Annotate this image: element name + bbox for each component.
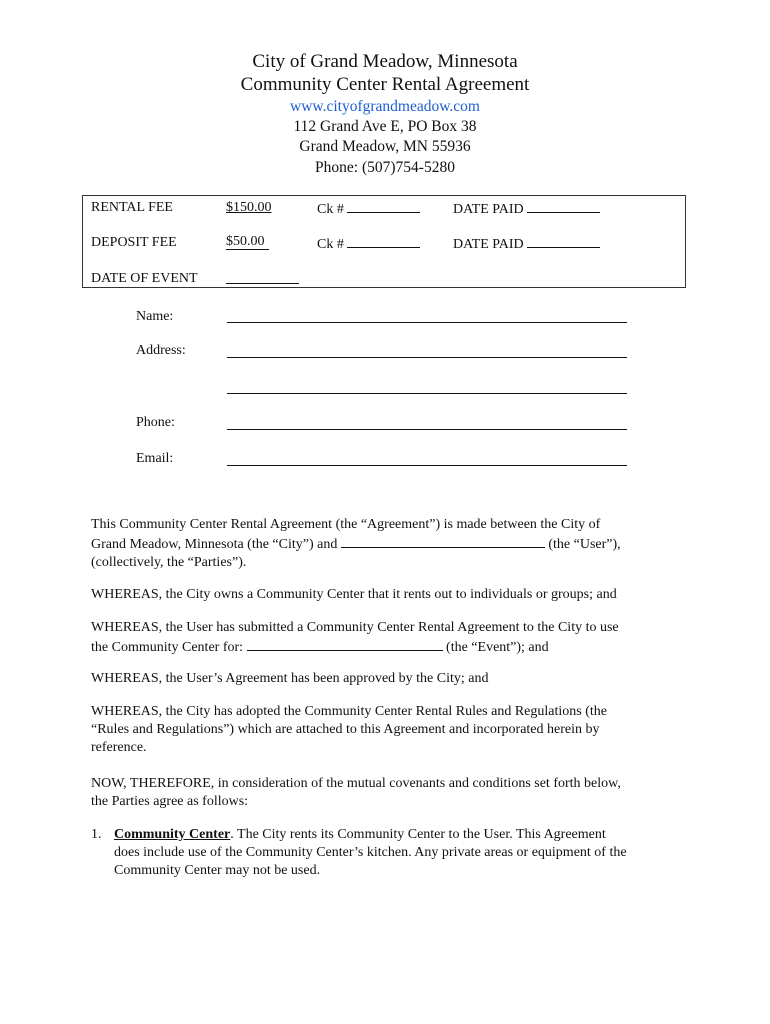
whereas-3: WHEREAS, the User’s Agreement has been approved by the City; and xyxy=(91,671,489,686)
whereas-1: WHEREAS, the City owns a Community Center that it rents out to individuals or groups; and xyxy=(91,587,617,602)
city-title: City of Grand Meadow, Minnesota xyxy=(252,51,518,72)
user-name-blank[interactable] xyxy=(341,534,545,548)
deposit-fee-amount: $50.00 xyxy=(226,235,269,250)
whereas-4-line-1: WHEREAS, the City has adopted the Community Center Rental Rules and Regulations (the xyxy=(91,704,607,719)
item-1-line-1-text: . The City rents its Community Center to the User. This Agreement xyxy=(230,827,606,842)
deposit-check-field[interactable] xyxy=(317,235,420,253)
intro-paragraph xyxy=(91,516,691,572)
item-1-line-1 xyxy=(114,826,694,844)
now-therefore-line-2: the Parties agree as follows: xyxy=(91,794,249,809)
item-1-body xyxy=(114,826,694,880)
address-line-1: 112 Grand Ave E, PO Box 38 xyxy=(293,118,477,135)
whereas-4 xyxy=(91,703,691,757)
name-field[interactable] xyxy=(227,322,627,323)
intro-line-2 xyxy=(91,534,691,554)
intro-line-2-end: (the “User”), xyxy=(548,537,621,552)
intro-line-2-start: Grand Meadow, Minnesota (the “City”) and xyxy=(91,537,338,552)
deposit-fee-label: DEPOSIT FEE xyxy=(91,235,177,250)
whereas-2-line-2-start: the Community Center for: xyxy=(91,640,244,655)
whereas-4-line-3: reference. xyxy=(91,740,147,755)
whereas-2 xyxy=(91,619,691,657)
item-1-heading: Community Center xyxy=(114,827,231,842)
intro-line-1: This Community Center Rental Agreement (the “Agreement”) is made between the City of xyxy=(91,517,601,532)
date-paid-label: DATE PAID xyxy=(453,202,524,217)
email-field[interactable] xyxy=(227,465,627,466)
address-field-1[interactable] xyxy=(227,357,627,358)
check-label: Ck # xyxy=(317,237,344,252)
item-1-number: 1. xyxy=(91,827,102,842)
event-date-field[interactable] xyxy=(226,271,299,289)
date-paid-label: DATE PAID xyxy=(453,237,524,252)
name-label: Name: xyxy=(136,309,174,324)
phone-field[interactable] xyxy=(227,429,627,430)
whereas-2-line-2 xyxy=(91,637,691,657)
now-therefore-line-1: NOW, THEREFORE, in consideration of the mutual covenants and conditions set forth below, xyxy=(91,776,621,791)
rental-check-field[interactable] xyxy=(317,200,420,218)
address-field-2[interactable] xyxy=(227,393,627,394)
address-label: Address: xyxy=(136,343,186,358)
date-paid-blank[interactable] xyxy=(527,200,600,213)
document-title: Community Center Rental Agreement xyxy=(240,74,530,95)
phone-number: Phone: (507)754-5280 xyxy=(315,159,455,176)
item-1-line-3: Community Center may not be used. xyxy=(114,863,321,878)
date-paid-blank[interactable] xyxy=(527,235,600,248)
whereas-2-line-2-end: (the “Event”); and xyxy=(446,640,549,655)
fee-box xyxy=(82,195,686,288)
check-blank[interactable] xyxy=(347,235,420,248)
phone-label: Phone: xyxy=(136,415,175,430)
whereas-4-line-2: “Rules and Regulations”) which are attached to this Agreement and incorporated herein by xyxy=(91,722,600,737)
check-label: Ck # xyxy=(317,202,344,217)
check-blank[interactable] xyxy=(347,200,420,213)
item-1-line-2: does include use of the Community Center’s kitchen. Any private areas or equipment of the xyxy=(114,845,627,860)
event-date-label: DATE OF EVENT xyxy=(91,271,198,286)
rental-date-paid-field[interactable] xyxy=(453,200,600,218)
event-blank[interactable] xyxy=(247,637,443,651)
intro-line-3: (collectively, the “Parties”). xyxy=(91,555,247,570)
website-link[interactable]: www.cityofgrandmeadow.com xyxy=(290,98,480,115)
address-line-2: Grand Meadow, MN 55936 xyxy=(299,138,471,155)
rental-fee-amount: $150.00 xyxy=(226,200,272,215)
whereas-2-line-1: WHEREAS, the User has submitted a Community Center Rental Agreement to the City to use xyxy=(91,620,619,635)
event-date-blank[interactable] xyxy=(226,271,299,284)
now-therefore xyxy=(91,775,691,811)
deposit-date-paid-field[interactable] xyxy=(453,235,600,253)
email-label: Email: xyxy=(136,451,174,466)
rental-fee-label: RENTAL FEE xyxy=(91,200,173,215)
